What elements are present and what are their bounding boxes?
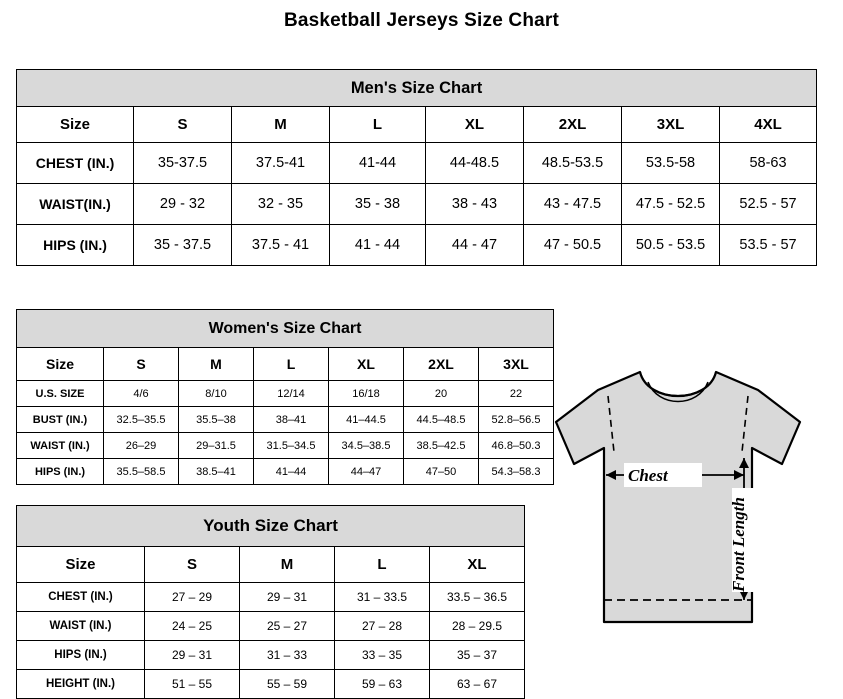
mens-row-label-chest: CHEST (IN.) — [17, 143, 134, 184]
youth-waist-s: 24 – 25 — [145, 612, 240, 641]
womens-row-label-bust: BUST (IN.) — [17, 407, 104, 433]
youth-header-m: M — [240, 547, 335, 583]
front-length-label: Front Length — [729, 497, 748, 592]
womens-ussize-l: 12/14 — [254, 381, 329, 407]
table-row — [17, 143, 817, 184]
mens-chest-2xl: 48.5-53.5 — [524, 143, 622, 184]
mens-hips-m: 37.5 - 41 — [232, 225, 330, 266]
womens-row-label-hips: HIPS (IN.) — [17, 459, 104, 485]
mens-waist-m: 32 - 35 — [232, 184, 330, 225]
youth-size-chart-section — [16, 505, 524, 699]
mens-waist-l: 35 - 38 — [330, 184, 426, 225]
mens-chest-s: 35-37.5 — [134, 143, 232, 184]
womens-waist-l: 31.5–34.5 — [254, 433, 329, 459]
mens-waist-4xl: 52.5 - 57 — [720, 184, 817, 225]
womens-size-chart-section — [16, 309, 553, 485]
mens-waist-3xl: 47.5 - 52.5 — [622, 184, 720, 225]
womens-header-xl: XL — [329, 348, 404, 381]
womens-hips-2xl: 47–50 — [404, 459, 479, 485]
mens-header-s: S — [134, 107, 232, 143]
chest-label: Chest — [628, 466, 668, 485]
mens-waist-2xl: 43 - 47.5 — [524, 184, 622, 225]
youth-height-s: 51 – 55 — [145, 670, 240, 699]
mens-header-4xl: 4XL — [720, 107, 817, 143]
mens-chest-4xl: 58-63 — [720, 143, 817, 184]
womens-bust-m: 35.5–38 — [179, 407, 254, 433]
mens-chest-3xl: 53.5-58 — [622, 143, 720, 184]
mens-size-chart-table — [16, 69, 817, 266]
youth-hips-s: 29 – 31 — [145, 641, 240, 670]
table-row — [17, 184, 817, 225]
youth-chest-m: 29 – 31 — [240, 583, 335, 612]
mens-hips-3xl: 50.5 - 53.5 — [622, 225, 720, 266]
mens-size-chart-section — [16, 69, 816, 266]
womens-ussize-3xl: 22 — [479, 381, 554, 407]
youth-height-xl: 63 – 67 — [430, 670, 525, 699]
table-row — [17, 433, 554, 459]
youth-chart-caption: Youth Size Chart — [17, 506, 525, 547]
womens-hips-l: 41–44 — [254, 459, 329, 485]
womens-hips-xl: 44–47 — [329, 459, 404, 485]
table-caption-row — [17, 70, 817, 107]
womens-waist-3xl: 46.8–50.3 — [479, 433, 554, 459]
shirt-measurement-diagram — [548, 360, 840, 685]
table-row — [17, 381, 554, 407]
womens-bust-s: 32.5–35.5 — [104, 407, 179, 433]
shirt-outline-icon — [556, 372, 800, 622]
womens-header-m: M — [179, 348, 254, 381]
table-row — [17, 641, 525, 670]
youth-header-s: S — [145, 547, 240, 583]
mens-hips-xl: 44 - 47 — [426, 225, 524, 266]
mens-hips-4xl: 53.5 - 57 — [720, 225, 817, 266]
mens-hips-s: 35 - 37.5 — [134, 225, 232, 266]
mens-header-xl: XL — [426, 107, 524, 143]
womens-header-2xl: 2XL — [404, 348, 479, 381]
womens-ussize-xl: 16/18 — [329, 381, 404, 407]
mens-header-3xl: 3XL — [622, 107, 720, 143]
womens-header-s: S — [104, 348, 179, 381]
youth-header-xl: XL — [430, 547, 525, 583]
womens-row-label-us-size: U.S. SIZE — [17, 381, 104, 407]
youth-chest-s: 27 – 29 — [145, 583, 240, 612]
womens-hips-m: 38.5–41 — [179, 459, 254, 485]
mens-hips-2xl: 47 - 50.5 — [524, 225, 622, 266]
womens-header-3xl: 3XL — [479, 348, 554, 381]
womens-ussize-2xl: 20 — [404, 381, 479, 407]
womens-bust-3xl: 52.8–56.5 — [479, 407, 554, 433]
mens-header-2xl: 2XL — [524, 107, 622, 143]
table-row — [17, 407, 554, 433]
youth-row-label-waist: WAIST (IN.) — [17, 612, 145, 641]
youth-height-l: 59 – 63 — [335, 670, 430, 699]
youth-hips-m: 31 – 33 — [240, 641, 335, 670]
mens-chest-m: 37.5-41 — [232, 143, 330, 184]
table-caption-row — [17, 506, 525, 547]
table-header-row — [17, 348, 554, 381]
mens-waist-s: 29 - 32 — [134, 184, 232, 225]
table-row — [17, 225, 817, 266]
mens-chart-caption: Men's Size Chart — [17, 70, 817, 107]
table-caption-row — [17, 310, 554, 348]
mens-row-label-waist: WAIST(IN.) — [17, 184, 134, 225]
womens-chart-caption: Women's Size Chart — [17, 310, 554, 348]
table-header-row — [17, 107, 817, 143]
womens-waist-s: 26–29 — [104, 433, 179, 459]
youth-header-size: Size — [17, 547, 145, 583]
womens-bust-2xl: 44.5–48.5 — [404, 407, 479, 433]
youth-row-label-chest: CHEST (IN.) — [17, 583, 145, 612]
mens-row-label-hips: HIPS (IN.) — [17, 225, 134, 266]
womens-row-label-waist: WAIST (IN.) — [17, 433, 104, 459]
youth-waist-xl: 28 – 29.5 — [430, 612, 525, 641]
womens-waist-m: 29–31.5 — [179, 433, 254, 459]
mens-header-m: M — [232, 107, 330, 143]
mens-header-l: L — [330, 107, 426, 143]
womens-ussize-s: 4/6 — [104, 381, 179, 407]
youth-hips-xl: 35 – 37 — [430, 641, 525, 670]
page-title: Basketball Jerseys Size Chart — [283, 10, 560, 31]
youth-header-l: L — [335, 547, 430, 583]
mens-header-size: Size — [17, 107, 134, 143]
youth-waist-m: 25 – 27 — [240, 612, 335, 641]
womens-size-chart-table — [16, 309, 554, 485]
womens-waist-2xl: 38.5–42.5 — [404, 433, 479, 459]
womens-waist-xl: 34.5–38.5 — [329, 433, 404, 459]
youth-size-chart-table — [16, 505, 525, 699]
table-header-row — [17, 547, 525, 583]
womens-hips-s: 35.5–58.5 — [104, 459, 179, 485]
womens-bust-xl: 41–44.5 — [329, 407, 404, 433]
youth-row-label-height: HEIGHT (IN.) — [17, 670, 145, 699]
table-row — [17, 459, 554, 485]
youth-hips-l: 33 – 35 — [335, 641, 430, 670]
mens-waist-xl: 38 - 43 — [426, 184, 524, 225]
youth-chest-xl: 33.5 – 36.5 — [430, 583, 525, 612]
mens-chest-l: 41-44 — [330, 143, 426, 184]
youth-height-m: 55 – 59 — [240, 670, 335, 699]
womens-hips-3xl: 54.3–58.3 — [479, 459, 554, 485]
mens-hips-l: 41 - 44 — [330, 225, 426, 266]
youth-waist-l: 27 – 28 — [335, 612, 430, 641]
table-row — [17, 670, 525, 699]
youth-chest-l: 31 – 33.5 — [335, 583, 430, 612]
womens-header-size: Size — [17, 348, 104, 381]
table-row — [17, 612, 525, 641]
youth-row-label-hips: HIPS (IN.) — [17, 641, 145, 670]
mens-chest-xl: 44-48.5 — [426, 143, 524, 184]
womens-header-l: L — [254, 348, 329, 381]
womens-bust-l: 38–41 — [254, 407, 329, 433]
table-row — [17, 583, 525, 612]
womens-ussize-m: 8/10 — [179, 381, 254, 407]
